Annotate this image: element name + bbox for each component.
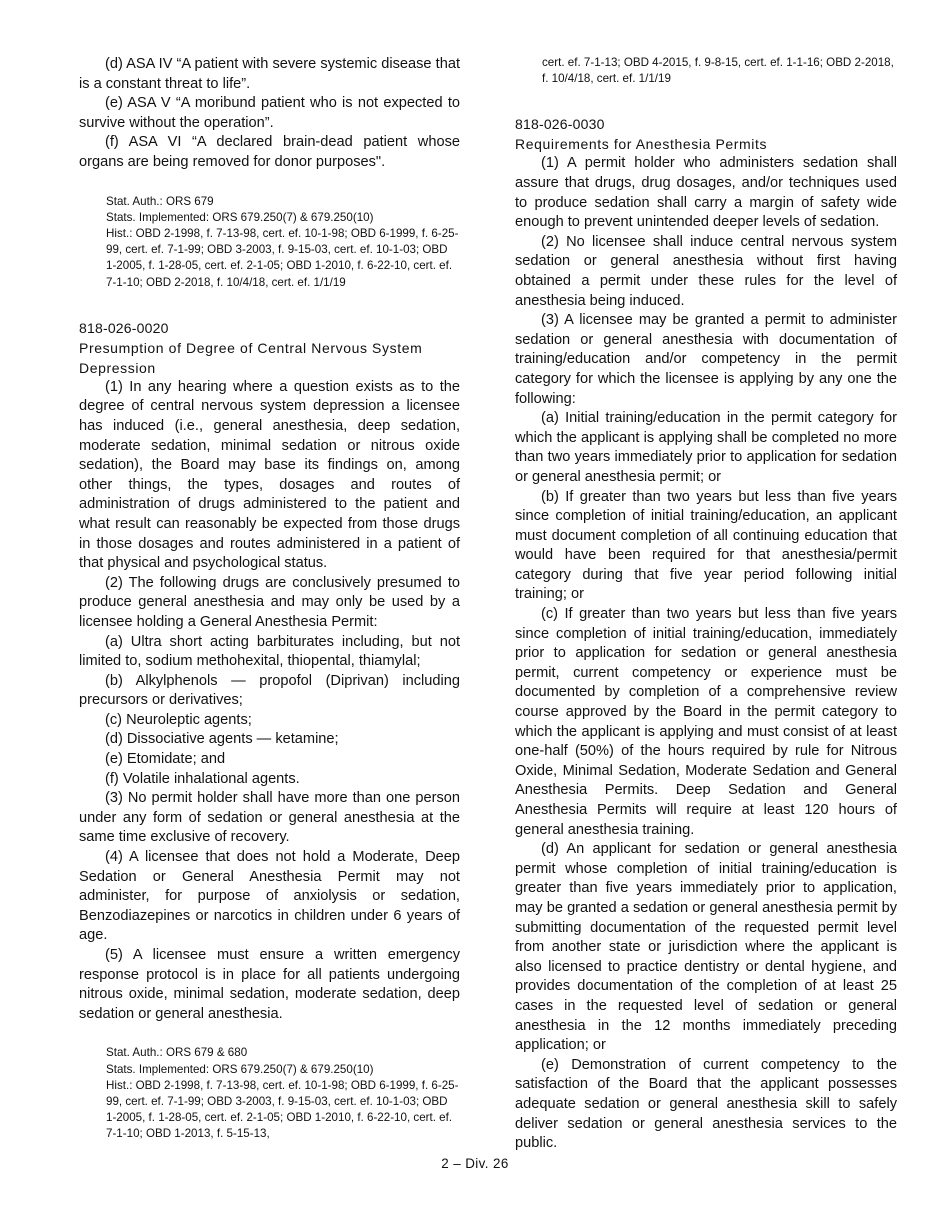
rule-title-0030: Requirements for Anesthesia Permits: [515, 136, 768, 153]
paragraph-4: (4) A licensee that does not hold a Moderate, Deep Sedation or General Anesthesia Permit may not administer, for purpose of anxiolysis or sedation, Benzodiazepines or narcotics in children under 6 years of age.: [79, 849, 460, 944]
page-footer: [0, 1156, 950, 1171]
page-number: 2 – Div. 26: [441, 1156, 509, 1171]
paragraph-3: (3) No permit holder shall have more than one person under any form of sedation or general anesthesia at the same time exclusive of recovery.: [79, 790, 460, 846]
asa-v-paragraph: (e) ASA V “A moribund patient who is not expected to survive without the operation”.: [79, 95, 460, 131]
paragraph-3d: (d) An applicant for sedation or general anesthesia permit whose completion of initial training/education is greater than five years immediately prior to application, may be granted a sedation or general anesthesia permit by submitting documentation of the requested permit level from another state or jurisdiction where the applicant is also licensed to practice dentistry or dental hygiene, and provides documentation of the completion of at least 25 cases in the requested level of sedation or general anesthesia in the 12 months immediately preceding application; or: [515, 841, 897, 1054]
statutory-notes-0010: [79, 194, 460, 291]
history-note: Hist.: OBD 2-1998, f. 7-13-98, cert. ef. 10-1-98; OBD 6-1999, f. 6-25-99, cert. ef. 7-1-99; OBD 3-2003, f. 9-15-03, cert. ef. 10-1-03; OBD 1-2005, f. 1-28-05, cert. ef. 2-1-05; OBD 1-2010, f. 6-22-10, cert. ef. 7-1-10; OBD 1-2013, f. 5-15-13,: [106, 1078, 459, 1141]
paragraph-3b: (b) If greater than two years but less than five years since completion of initial training/education, an applicant must document completion of all continuing education that would have been required for that anesthesia/permit category during that five year period following initial training; or: [515, 488, 897, 603]
history-note-continued: cert. ef. 7-1-13; OBD 4-2015, f. 9-8-15, cert. ef. 1-1-16; OBD 2-2018, f. 10/4/18, cert. ef. 1/1/19: [542, 56, 894, 86]
paragraph-2f: (f) Volatile inhalational agents.: [105, 770, 300, 787]
stats-implemented-note: Stats. Implemented: ORS 679.250(7) & 679.250(10): [106, 210, 374, 224]
asa-vi-paragraph: (f) ASA VI “A declared brain-dead patient whose organs are being removed for donor purposes".: [79, 134, 460, 170]
asa-iv-paragraph: (d) ASA IV “A patient with severe systemic disease that is a constant threat to life”.: [79, 56, 460, 92]
paragraph-2c: (c) Neuroleptic agents;: [105, 711, 252, 728]
paragraph-3e: (e) Demonstration of current competency to the satisfaction of the Board that the applicant possesses adequate sedation or general anesthesia skill to safely deliver sedation or general anesthesia services to the public.: [515, 1056, 897, 1152]
history-note: Hist.: OBD 2-1998, f. 7-13-98, cert. ef. 10-1-98; OBD 6-1999, f. 6-25-99, cert. ef. 7-1-99; OBD 3-2003, f. 9-15-03, cert. ef. 10-1-03; OBD 1-2005, f. 1-28-05, cert. ef. 2-1-05; OBD 1-2010, f. 6-22-10, cert. ef. 7-1-10; OBD 2-2018, f. 10/4/18, cert. ef. 1/1/19: [106, 226, 459, 289]
paragraph-2: (2) No licensee shall induce central nervous system sedation or general anesthesia without first having obtained a permit under these rules for the level of anesthesia being induced.: [515, 233, 897, 309]
paragraph-2e: (e) Etomidate; and: [105, 751, 226, 768]
paragraph-1: (1) A permit holder who administers sedation shall assure that drugs, drug dosages, and/or techniques used to produce sedation shall carry a margin of safety wide enough to prevent unintended deeper levels of sedation.: [515, 155, 897, 231]
rule-title-0020: Presumption of Degree of Central Nervous System Depression: [79, 339, 423, 376]
paragraph-2: (2) The following drugs are conclusively presumed to produce general anesthesia and may only be used by a licensee holding a General Anesthesia Permit:: [79, 574, 460, 630]
paragraph-2d: (d) Dissociative agents — ketamine;: [105, 731, 339, 748]
paragraph-2b: (b) Alkylphenols — propofol (Diprivan) including precursors or derivatives;: [79, 672, 460, 709]
rule-number-0030: 818-026-0030: [515, 116, 605, 133]
paragraph-3c: (c) If greater than two years but less than five years since completion of initial training/education, immediately prior to application for sedation or general anesthesia permit, current competency or experience must be documented by completion of a comprehensive review course approved by the Board in the permit category to which the applicant is applying and must consist of at least one-half (50%) of the hours required by rule for Nitrous Oxide, Minimal Sedation, Moderate Sedation and General Anesthesia Permits. Deep Sedation and General Anesthesia Permits will require at least 120 hours of general anesthesia training.: [515, 606, 897, 838]
paragraph-3a: (a) Initial training/education in the permit category for which the applicant is applying shall be completed no more than two years immediately prior to application for sedation or general anesthesia permit; or: [515, 410, 897, 485]
paragraph-1: (1) In any hearing where a question exists as to the degree of central nervous system depression a licensee has induced (i.e., general anesthesia, deep sedation, moderate sedation, minimal sedation or nitrous oxide sedation), the Board may base its findings on, among other things, the types, dosages and routes of administration of drugs administered to the patient and what result can reasonably be expected from those drugs in those dosages and routes administered in a patient of that physical and psychological status.: [79, 378, 460, 572]
paragraph-3: (3) A licensee may be granted a permit to administer sedation or general anesthesia with documentation of training/education and/or competency in the permit category for which the licensee is applying by any one the following:: [515, 312, 897, 407]
left-column: [79, 55, 460, 1143]
paragraph-2a: (a) Ultra short acting barbiturates including, but not limited to, sodium methohexital, thiopental, thiamylal;: [79, 633, 460, 670]
paragraph-5: (5) A licensee must ensure a written emergency response protocol is in place for all patients undergoing nitrous oxide, minimal sedation, moderate sedation, deep sedation or general anesthesia.: [79, 947, 460, 1022]
right-column: [515, 55, 897, 1154]
rule-number-0020: 818-026-0020: [79, 319, 169, 336]
stats-implemented-note: Stats. Implemented: ORS 679.250(7) & 679.250(10): [106, 1062, 374, 1076]
statutory-notes-0020: [79, 1045, 460, 1142]
stat-auth-note: Stat. Auth.: ORS 679: [106, 194, 214, 208]
stat-auth-note: Stat. Auth.: ORS 679 & 680: [106, 1046, 248, 1060]
